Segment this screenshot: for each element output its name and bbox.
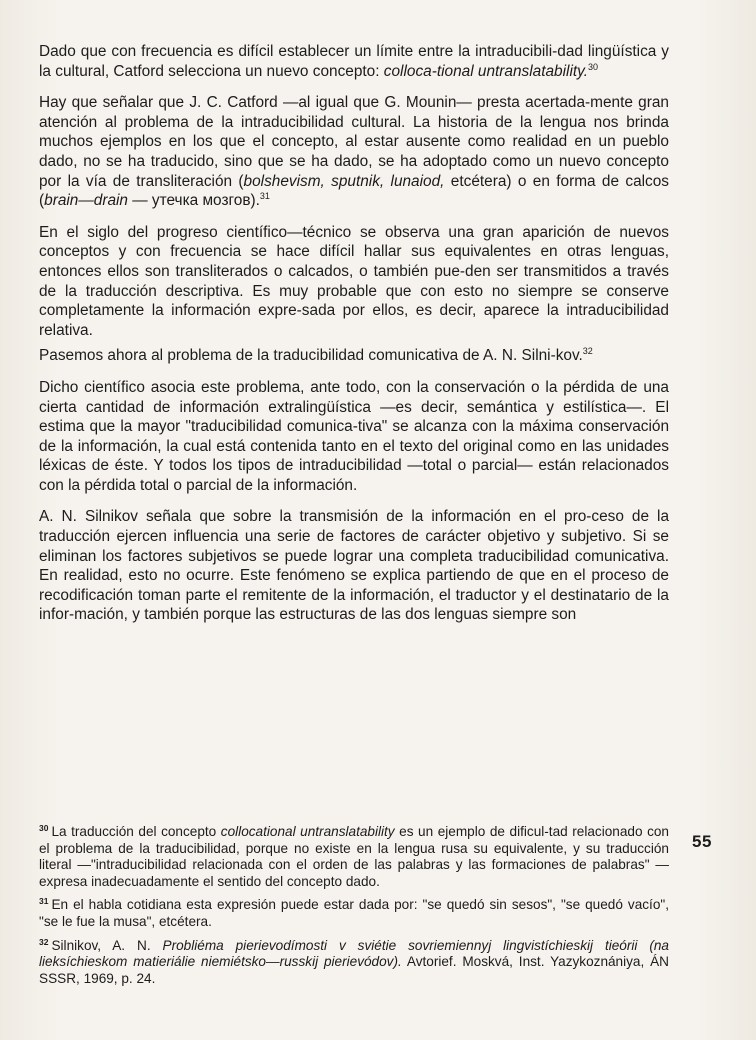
footnote-number: 30 <box>39 823 49 833</box>
emphasis: Probliéma pierievodímosti v sviétie sovriemiennyj lingvistíchieskij tieórii (na lieksíchieskom matieriálie niemiétsko—russkij pierievódov). <box>39 937 669 970</box>
paragraph-1: Dado que con frecuencia es difícil establecer un límite entre la intraducibili-dad lingüística y la cultural, Catford selecciona un nuevo concepto: colloca-tional untranslatability.$^{30}$ <box>39 43 669 80</box>
paragraph-3: En el siglo del progreso científico—técnico se observa una gran aparición de nuevos conceptos y con frecuencia se hace difícil hallar sus equivalentes en otras lenguas, entonces ellos son transliterados o calcados, o también pue-den ser transmitidos a través de la traducción descriptiva. Es muy probable que con esto no siempre se conserve completamente la información expre-sada por ellos, es decir, aparece la intraducibilidad relativa. <box>39 223 669 339</box>
footnote-31: $^{31}$ En el habla cotidiana esta expresión puede estar dada por: "se quedó sin sesos", "se quedó vacío", "se le fue la musa", etcétera. <box>39 896 669 929</box>
emphasis: collocational untranslatability <box>220 824 395 839</box>
footnote-32: $^{32}$ Silnikov, A. N. Probliéma pierievodímosti v sviétie sovriemiennyj lingvistíchieskij tieórii (na lieksíchieskom matieriálie niemiétsko—russkij pierievódov). Avtorief. Moskvá, Inst. Yazykoznániya, ÁN SSSR, 1969, p. 24. <box>39 936 669 986</box>
footnote-ref-30[interactable]: 30 <box>587 61 598 72</box>
footnote-30: $^{30}$ La traducción del concepto collocational untranslatability es un ejemplo de dificul-tad relacionado con el problema de la traducibilidad, porque no existe en la lengua rusa su equivalente, y su traducción literal —"intraducibilidad relacionada con el orden de las palabras y las formaciones de palabras" —expresa inadecuadamente el sentido del concepto dado. <box>39 823 669 889</box>
footnotes <box>39 824 669 994</box>
paragraph-2: Hay que señalar que J. C. Catford —al igual que G. Mounin— presta acertada-mente gran atención al problema de la intraducibilidad cultural. La historia de la lengua nos brinda muchos ejemplos en los que el concepto, al estar ausente como realidad en un pueblo dado, no se ha traducido, sino que se ha dado, se ha adoptado como un nuevo concepto por la vía de transliteración (bolshevism, sputnik, lunaiod, etcétera) o en forma de calcos (brain—drain — утечка мозгов).$^{31}$ <box>39 94 670 210</box>
paragraph-6: A. N. Silnikov señala que sobre la transmisión de la información en el pro-ceso de la traducción ejercen influencia una serie de factores de carácter objetivo y subjetivo. Si se eliminan los factores subjetivos se puede lograr una completa traducibilidad comunicativa. En realidad, esto no ocurre. Este fenómeno se explica partiendo de que en el proceso de recodificación toman parte el remitente de la información, el traductor y el destinatario de la infor-mación, y también porque las estructuras de las dos lenguas siempre son <box>39 508 669 624</box>
emphasis: bolshevism, sputnik, lunaiod, <box>243 172 445 190</box>
paragraph-5: Dicho científico asocia este problema, ante todo, con la conservación o la pérdida de una cierta cantidad de información extralingüística —es decir, semántica y estilística—. El estima que la mayor "traducibilidad comunica-tiva" se alcanza con la máxima conservación de la información, la cual está contenida tanto en el texto del original como en las unidades léxicas de éste. Y todos los tipos de intraducibilidad —total o parcial— están relacionados con la pérdida total o parcial de la información. <box>39 378 669 494</box>
footnote-ref-32[interactable]: 32 <box>582 346 593 357</box>
paragraph-4: Pasemos ahora al problema de la traducibilidad comunicativa de A. N. Silni-kov.$^{32}$ <box>39 346 593 365</box>
emphasis: colloca-tional untranslatability. <box>383 62 588 80</box>
footnote-number: 31 <box>39 896 49 907</box>
emphasis: brain—drain <box>44 192 128 210</box>
page-number: 55 <box>692 832 712 851</box>
main-text <box>39 42 669 637</box>
footnote-number: 32 <box>39 936 49 947</box>
footnote-ref-31[interactable]: 31 <box>259 191 270 202</box>
